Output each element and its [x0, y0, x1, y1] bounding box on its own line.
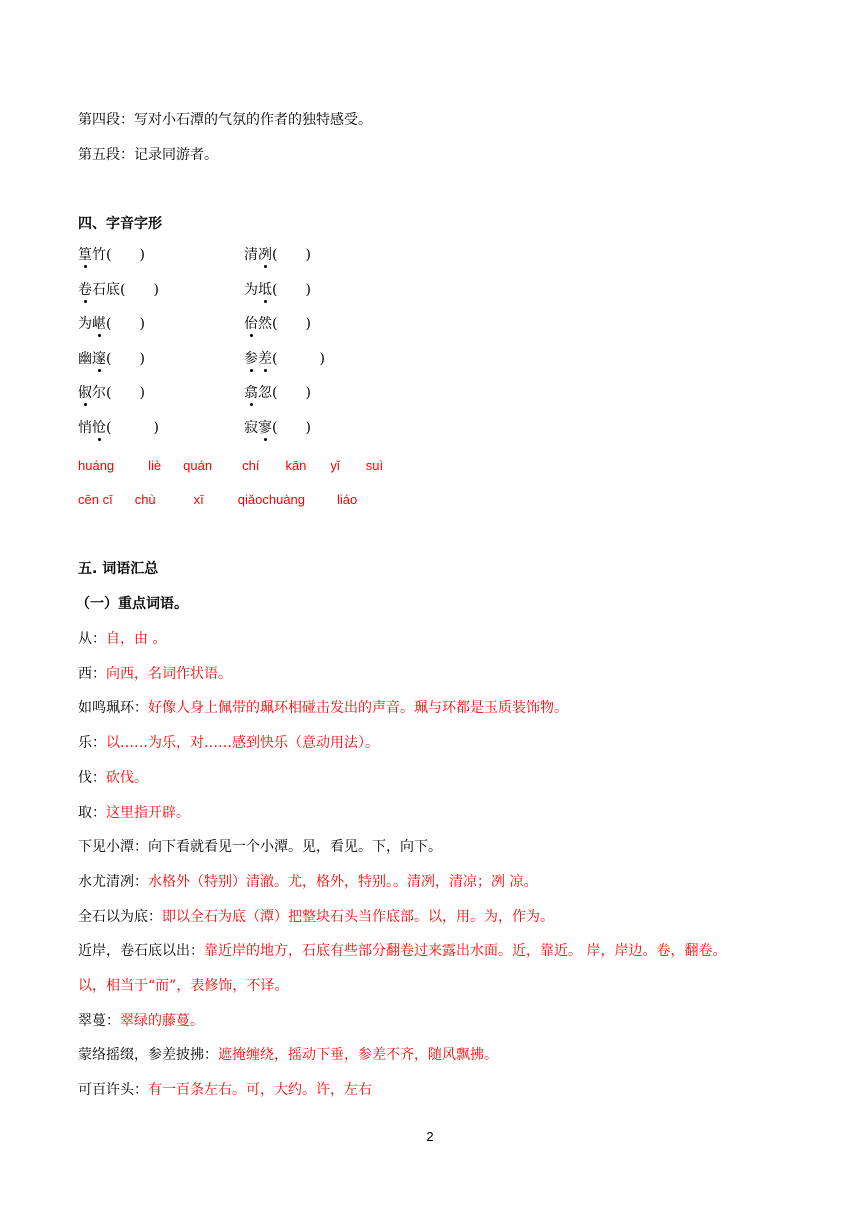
vocabulary-entry — [78, 665, 232, 683]
pronunciation-item — [78, 419, 159, 437]
page-number: 2 — [426, 1129, 434, 1144]
dotted-character: 冽 — [258, 247, 272, 263]
pinyin: kān — [285, 458, 307, 473]
item-text: 寂 — [244, 420, 258, 436]
vocabulary-term: 蒙络摇缀，参差披拂： — [78, 1047, 218, 1063]
dotted-character: 嵁 — [92, 316, 106, 332]
item-text: ( ) — [272, 247, 311, 263]
vocabulary-term: 伐： — [78, 770, 106, 786]
vocabulary-entry — [78, 873, 537, 891]
item-text: 忽( ) — [258, 385, 311, 401]
pinyin: quán — [183, 458, 213, 473]
dotted-character: 怆 — [92, 420, 106, 436]
dotted-character: 佁 — [244, 316, 258, 332]
pinyin: chí — [242, 458, 260, 473]
dotted-character: 邃 — [92, 351, 106, 367]
paragraph-summary-4: 第四段：写对小石潭的气氛的作者的独特感受。 — [78, 112, 372, 128]
pinyin-row-1 — [78, 457, 383, 475]
pronunciation-item — [244, 281, 311, 299]
item-text: 竹( ) — [92, 247, 145, 263]
vocabulary-term: 近岸，卷石底以出： — [78, 943, 204, 959]
vocabulary-term: 全石以为底： — [78, 909, 162, 925]
vocabulary-entry — [78, 734, 379, 752]
vocabulary-entry — [78, 804, 190, 822]
pronunciation-item — [244, 384, 311, 402]
pinyin: yǐ — [330, 458, 340, 473]
item-text: 石底( ) — [92, 282, 159, 298]
vocabulary-entry — [78, 977, 288, 995]
pronunciation-item — [244, 419, 311, 437]
vocabulary-definition: 遮掩缠绕，摇动下垂，参差不齐，随风飘拂。 — [218, 1047, 498, 1063]
pronunciation-item — [78, 246, 145, 264]
vocabulary-term: 从： — [78, 631, 106, 647]
vocabulary-definition: 砍伐。 — [106, 770, 148, 786]
vocabulary-term: 水尤清冽： — [78, 874, 148, 890]
item-text: ( ) — [106, 351, 145, 367]
pinyin: suì — [365, 458, 384, 473]
pronunciation-item — [78, 315, 145, 333]
vocabulary-term: 如鸣珮环： — [78, 700, 148, 716]
vocabulary-entry — [78, 769, 148, 787]
vocabulary-definition: 以，相当于“而”，表修饰，不译。 — [78, 978, 289, 994]
vocabulary-definition: 向西，名词作状语。 — [106, 666, 232, 682]
dotted-character: 俶 — [78, 385, 92, 401]
vocabulary-entry — [78, 1081, 372, 1099]
pinyin-row-2 — [78, 491, 357, 509]
pronunciation-item — [78, 350, 145, 368]
dotted-character: 参 — [244, 351, 258, 367]
pinyin: liáo — [337, 492, 358, 507]
vocabulary-entry — [78, 1012, 204, 1030]
vocabulary-entry — [78, 630, 166, 648]
subsection-title-key-words: （一）重点词语。 — [76, 596, 188, 612]
item-text: 悄 — [78, 420, 92, 436]
vocabulary-term: 取： — [78, 805, 106, 821]
dotted-character: 卷 — [78, 282, 92, 298]
dotted-character: 翕 — [244, 385, 258, 401]
vocabulary-definition: 这里指开辟。 — [106, 805, 190, 821]
vocabulary-entry — [78, 699, 568, 717]
vocabulary-definition: 即以全石为底（潭）把整块石头当作底部。以，用。为，作为。 — [162, 909, 554, 925]
item-text: 尔( ) — [92, 385, 145, 401]
vocabulary-definition: 靠近岸的地方，石底有些部分翻卷过来露出水面。近，靠近。 岸，岸边。卷，翻卷。 — [204, 943, 727, 959]
vocabulary-entry — [78, 942, 726, 960]
vocabulary-definition: 向下看就看见一个小潭。见，看见。下，向下。 — [148, 839, 442, 855]
section-title-pronunciation: 四、字音字形 — [78, 216, 162, 232]
item-text: 为 — [244, 282, 258, 298]
vocabulary-term: 乐： — [78, 735, 106, 751]
paragraph-summary-5: 第五段：记录同游者。 — [78, 147, 218, 163]
section-title-vocabulary: 五. 词语汇总 — [78, 561, 159, 577]
vocabulary-entry — [78, 838, 442, 856]
pronunciation-item — [244, 315, 311, 333]
pronunciation-item — [78, 384, 145, 402]
item-text: 清 — [244, 247, 258, 263]
item-text: 幽 — [78, 351, 92, 367]
vocabulary-definition: 自，由 。 — [106, 631, 167, 647]
pinyin: huáng — [78, 458, 115, 473]
dotted-character: 寥 — [258, 420, 272, 436]
pinyin: chù — [134, 492, 156, 507]
pinyin: xī — [193, 492, 204, 507]
vocabulary-definition: 好像人身上佩带的珮环相碰击发出的声音。珮与环都是玉质装饰物。 — [148, 700, 568, 716]
pronunciation-item — [244, 246, 311, 264]
vocabulary-term: 可百许头： — [78, 1082, 148, 1098]
item-text: ( ) — [272, 420, 311, 436]
dotted-character: 坻 — [258, 282, 272, 298]
pronunciation-item — [244, 350, 325, 368]
vocabulary-term: 下见小潭： — [78, 839, 148, 855]
dotted-character: 篁 — [78, 247, 92, 263]
item-text: 为 — [78, 316, 92, 332]
vocabulary-term: 西： — [78, 666, 106, 682]
pronunciation-item — [78, 281, 159, 299]
item-text: ( ) — [106, 420, 159, 436]
pinyin: qiǎochuàng — [237, 492, 306, 507]
vocabulary-entry — [78, 908, 554, 926]
pinyin: liè — [148, 458, 162, 473]
vocabulary-definition: 以……为乐，对……感到快乐（意动用法）。 — [106, 735, 379, 751]
vocabulary-definition: 翠绿的藤蔓。 — [120, 1013, 204, 1029]
item-text: ( ) — [106, 316, 145, 332]
item-text: 然( ) — [258, 316, 311, 332]
item-text: ( ) — [272, 282, 311, 298]
vocabulary-entry — [78, 1046, 498, 1064]
vocabulary-definition: 水格外（特别）清澈。尤，格外，特别。。清冽，清凉；冽 凉。 — [148, 874, 538, 890]
vocabulary-term: 翠蔓： — [78, 1013, 120, 1029]
dotted-character: 差 — [258, 351, 272, 367]
pinyin: cēn cī — [78, 492, 113, 507]
item-text: ( ) — [272, 351, 325, 367]
vocabulary-definition: 有一百条左右。可，大约。许，左右 — [148, 1082, 372, 1098]
